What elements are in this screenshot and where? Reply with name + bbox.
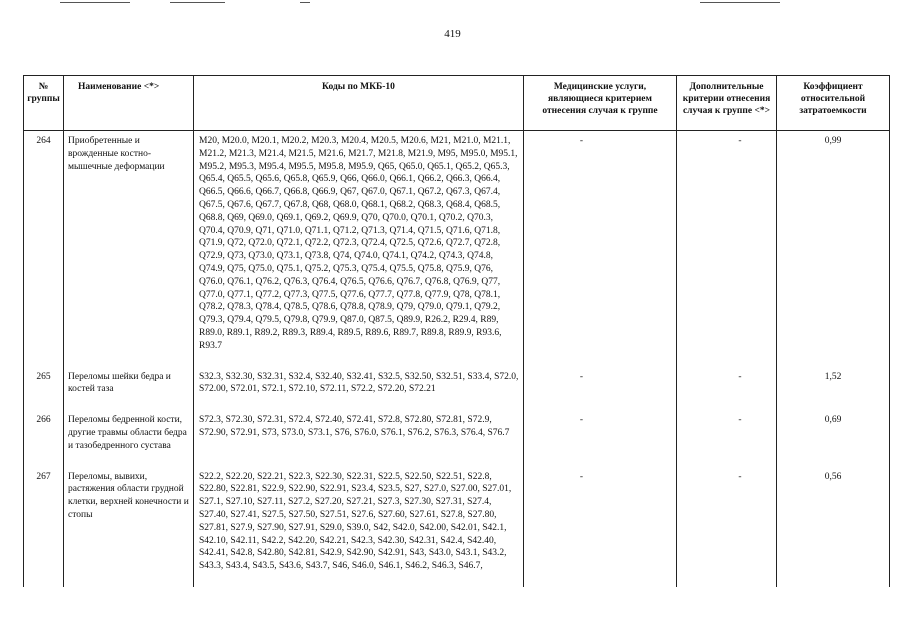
group-name: Переломы, вывихи, растяжения области грудной клетки, верхней конечности и стопы: [64, 467, 194, 587]
table-header-row: [24, 76, 890, 131]
medical-services-value: -: [524, 467, 677, 587]
group-number: 265: [24, 367, 64, 411]
additional-criteria-value: -: [677, 467, 777, 587]
scan-mark-2: [170, 2, 225, 3]
coefficient-value: 0,69: [777, 410, 890, 466]
icd-codes: S22.2, S22.20, S22.21, S22.3, S22.30, S22.31, S22.5, S22.50, S22.51, S22.8, S22.80, S22.81, S22.9, S22.90, S22.91, S23.4, S23.5, S27, S27.0, S27.00, S27.01, S27.1, S27.10, S27.11, S27.2, S27.20, S27.21, S27.3, S27.30, S27.31, S27.4, S27.40, S27.41, S27.5, S27.50, S27.51, S27.6, S27.60, S27.61, S27.8, S27.80, S27.81, S27.9, S27.90, S27.91, S29.0, S39.0, S42, S42.0, S42.00, S42.01, S42.1, S42.10, S42.11, S42.2, S42.20, S42.21, S42.3, S42.30, S42.31, S42.4, S42.40, S42.41, S42.8, S42.80, S42.81, S42.9, S42.90, S42.91, S43, S43.0, S43.1, S43.2, S43.3, S43.4, S43.5, S43.6, S43.7, S46, S46.0, S46.1, S46.2, S46.3, S46.7,: [194, 467, 524, 587]
header-medical-services: Медицинские услуги, являющиеся критерием отнесения случая к группе: [524, 76, 677, 131]
scan-mark-3: [300, 2, 310, 3]
coefficient-value: 0,56: [777, 467, 890, 587]
header-coefficient: Коэффициент относительной затратоемкости: [777, 76, 890, 131]
additional-criteria-value: -: [677, 131, 777, 367]
coefficient-value: 0,99: [777, 131, 890, 367]
icd-codes: S72.3, S72.30, S72.31, S72.4, S72.40, S72.41, S72.8, S72.80, S72.81, S72.9, S72.90, S72.91, S73, S73.0, S73.1, S76, S76.0, S76.1, S76.2, S76.3, S76.4, S76.7: [194, 410, 524, 466]
header-group-no: № группы: [24, 76, 64, 131]
medical-services-value: -: [524, 131, 677, 367]
table-row: [24, 367, 890, 411]
scan-mark-1: [60, 2, 130, 3]
table-row: [24, 131, 890, 367]
tariff-groups-table: [23, 75, 890, 587]
medical-services-value: -: [524, 367, 677, 411]
coefficient-value: 1,52: [777, 367, 890, 411]
header-name: Наименование <*>: [64, 76, 194, 131]
icd-codes: S32.3, S32.30, S32.31, S32.4, S32.40, S32.41, S32.5, S32.50, S32.51, S33.4, S72.0, S72.00, S72.01, S72.1, S72.10, S72.11, S72.2, S72.20, S72.21: [194, 367, 524, 411]
group-number: 267: [24, 467, 64, 587]
group-name: Переломы шейки бедра и костей таза: [64, 367, 194, 411]
icd-codes: M20, M20.0, M20.1, M20.2, M20.3, M20.4, M20.5, M20.6, M21, M21.0, M21.1, M21.2, M21.3, M21.4, M21.5, M21.6, M21.7, M21.8, M21.9, M95, M95.0, M95.1, M95.2, M95.3, M95.4, M95.5, M95.8, M95.9, Q65, Q65.0, Q65.1, Q65.2, Q65.3, Q65.4, Q65.5, Q65.6, Q65.8, Q65.9, Q66, Q66.0, Q66.1, Q66.2, Q66.3, Q66.4, Q66.5, Q66.6, Q66.7, Q66.8, Q66.9, Q67, Q67.0, Q67.1, Q67.2, Q67.3, Q67.4, Q67.5, Q67.6, Q67.7, Q67.8, Q68, Q68.0, Q68.1, Q68.2, Q68.3, Q68.4, Q68.5, Q68.8, Q69, Q69.0, Q69.1, Q69.2, Q69.9, Q70, Q70.0, Q70.1, Q70.2, Q70.3, Q70.4, Q70.9, Q71, Q71.0, Q71.1, Q71.2, Q71.3, Q71.4, Q71.5, Q71.6, Q71.8, Q71.9, Q72, Q72.0, Q72.1, Q72.2, Q72.3, Q72.4, Q72.5, Q72.6, Q72.7, Q72.8, Q72.9, Q73, Q73.0, Q73.1, Q73.8, Q74, Q74.0, Q74.1, Q74.2, Q74.3, Q74.8, Q74.9, Q75, Q75.0, Q75.1, Q75.2, Q75.3, Q75.4, Q75.5, Q75.8, Q75.9, Q76, Q76.0, Q76.1, Q76.2, Q76.3, Q76.4, Q76.5, Q76.6, Q76.7, Q76.8, Q76.9, Q77, Q77.0, Q77.1, Q77.2, Q77.3, Q77.5, Q77.6, Q77.7, Q77.8, Q77.9, Q78, Q78.1, Q78.2, Q78.3, Q78.4, Q78.5, Q78.6, Q78.8, Q78.9, Q79, Q79.0, Q79.1, Q79.2, Q79.3, Q79.4, Q79.5, Q79.8, Q79.9, Q87.0, Q87.5, Q89.9, R26.2, R29.4, R89, R89.0, R89.1, R89.2, R89.3, R89.4, R89.5, R89.6, R89.7, R89.8, R89.9, R93.6, R93.7: [194, 131, 524, 367]
additional-criteria-value: -: [677, 410, 777, 466]
header-codes: Коды по МКБ-10: [194, 76, 524, 131]
group-name: Переломы бедренной кости, другие травмы области бедра и тазобедренного сустава: [64, 410, 194, 466]
header-additional-criteria: Дополнительные критерии отнесения случая к группе <*>: [677, 76, 777, 131]
table-row: [24, 467, 890, 587]
scan-mark-4: [700, 2, 780, 3]
additional-criteria-value: -: [677, 367, 777, 411]
group-name: Приобретенные и врожденные костно-мышечные деформации: [64, 131, 194, 367]
group-number: 264: [24, 131, 64, 367]
table-row: [24, 410, 890, 466]
page-number: 419: [444, 28, 461, 40]
medical-services-value: -: [524, 410, 677, 466]
group-number: 266: [24, 410, 64, 466]
